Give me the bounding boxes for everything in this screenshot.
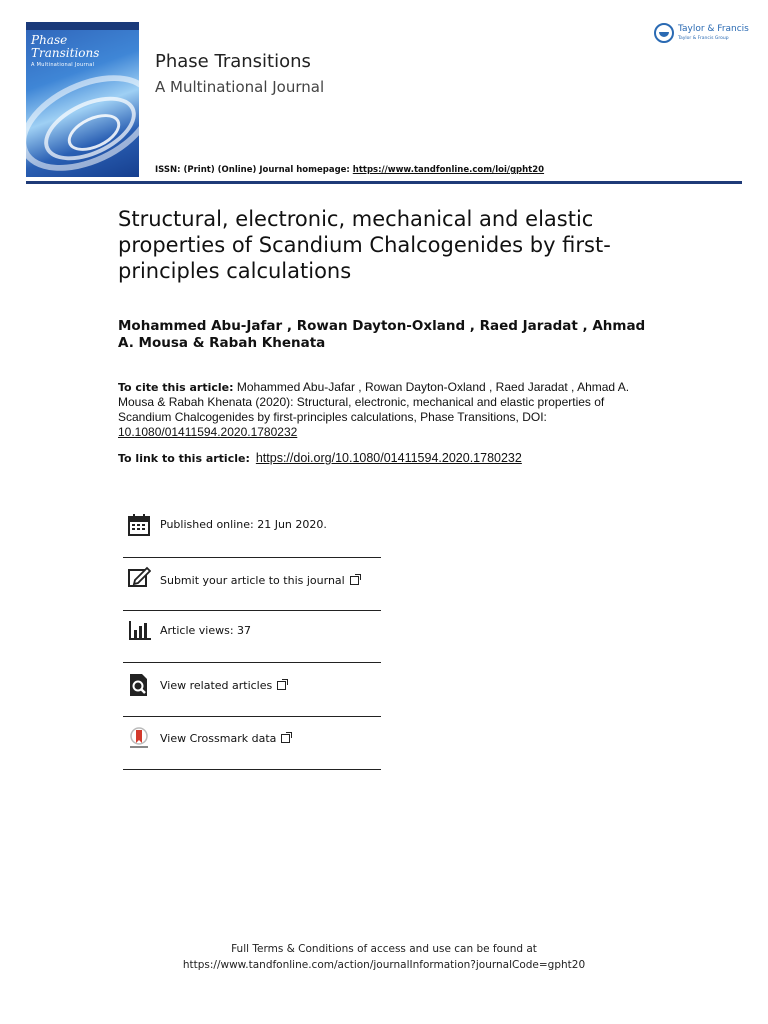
cite-label: To cite this article:: [118, 381, 234, 394]
link-label: To link to this article:: [118, 452, 250, 465]
header-divider: [26, 181, 742, 184]
publisher-group: Taylor & Francis Group: [678, 36, 729, 41]
citation-block: [118, 380, 638, 440]
article-title: Structural, electronic, mechanical and elastic properties of Scandium Chalcogenides by first-principles calculations: [118, 207, 611, 283]
cite-text: Mohammed Abu-Jafar , Rowan Dayton-Oxland , Raed Jaradat , Ahmad A. Mousa & Rabah Khenata (2020): Structural, electronic, mechanical and elastic properties of Scandium Chalcogenides by first-principles calculations, Phase Transitions, DOI:: [118, 380, 630, 424]
article-views-text: Article views: 37: [160, 624, 252, 637]
article-doi-link[interactable]: https://doi.org/10.1080/01411594.2020.1780232: [255, 451, 522, 465]
footer: [0, 941, 768, 973]
submit-article-link[interactable]: Submit your article to this journal: [160, 574, 345, 587]
publisher-name: Taylor & Francis: [678, 24, 749, 34]
cite-doi-link[interactable]: 10.1080/01411594.2020.1780232: [118, 425, 298, 439]
calendar-icon: [127, 513, 151, 537]
external-link-icon: [277, 681, 286, 690]
divider: [123, 662, 381, 663]
published-online-text: Published online: 21 Jun 2020.: [160, 518, 327, 531]
divider: [123, 557, 381, 558]
divider: [123, 610, 381, 611]
article-authors: Mohammed Abu-Jafar , Rowan Dayton-Oxland , Raed Jaradat , Ahmad A. Mousa & Rabah Khenata: [118, 318, 646, 351]
article-link-line: [118, 451, 522, 465]
issn-line: [155, 165, 544, 175]
issn-prefix: ISSN: (Print) (Online) Journal homepage:: [155, 165, 353, 175]
journal-title: Phase Transitions: [155, 51, 311, 72]
publisher-logo: [653, 22, 748, 48]
taylor-francis-logo-icon: [654, 23, 674, 43]
journal-homepage-link[interactable]: https://www.tandfonline.com/loi/gpht20: [352, 165, 545, 175]
edit-icon: [127, 565, 151, 589]
search-document-icon: [127, 673, 151, 697]
cover-subtitle: A Multinational Journal: [31, 62, 95, 68]
journal-subtitle: A Multinational Journal: [155, 78, 325, 96]
cover-title: Phase Transitions: [31, 33, 100, 60]
journal-cover-image: [26, 22, 139, 177]
footer-terms-link[interactable]: https://www.tandfonline.com/action/journalInformation?journalCode=gpht20: [182, 959, 586, 971]
external-link-icon: [350, 576, 359, 585]
divider: [123, 769, 381, 770]
crossmark-link[interactable]: View Crossmark data: [160, 732, 277, 745]
external-link-icon: [281, 734, 290, 743]
bar-chart-icon: [127, 618, 151, 642]
crossmark-icon: [127, 726, 151, 750]
related-articles-link[interactable]: View related articles: [160, 679, 273, 692]
footer-terms-text: Full Terms & Conditions of access and use can be found at: [231, 943, 537, 955]
divider: [123, 716, 381, 717]
